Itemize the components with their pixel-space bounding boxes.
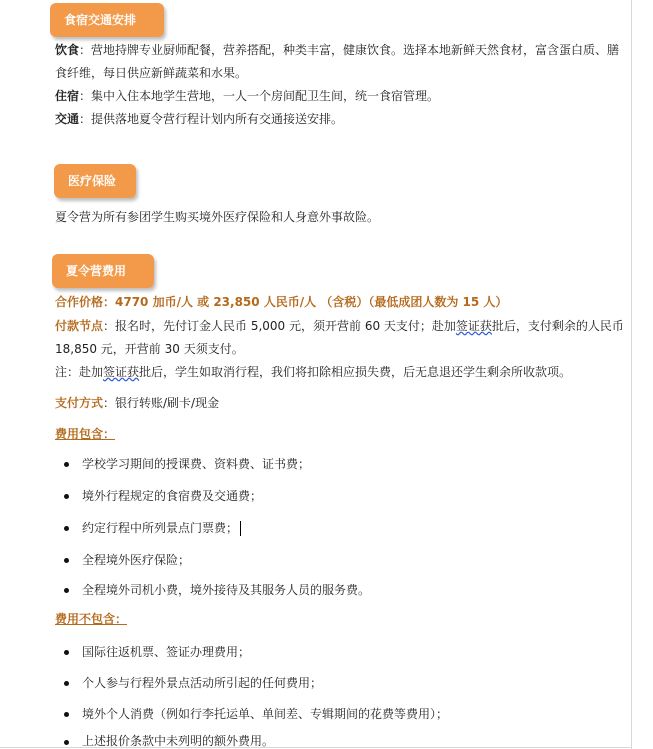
included-heading — [55, 426, 115, 442]
note-text-a: 注：赴加 — [55, 365, 104, 379]
included-item-text: 约定行程中所列景点门票费； — [82, 521, 239, 535]
food-paragraph-line2 — [55, 65, 247, 81]
stay-paragraph — [55, 88, 439, 104]
bullet-dot — [64, 588, 69, 593]
fees-heading: 夏令营费用 — [66, 264, 127, 278]
excluded-heading — [55, 611, 127, 627]
food-label: 饮食 — [55, 43, 80, 57]
method-text: ：银行转账/刷卡/现金 — [103, 396, 220, 410]
bullet-dot — [64, 526, 69, 531]
included-item-text: 全程境外医疗保险； — [82, 553, 191, 567]
excluded-item — [82, 733, 274, 749]
note-text-c: 批后，学生如取消行程，我们将扣除相应损失费，后无息退还学生剩余所收款项。 — [139, 365, 572, 379]
price-line — [55, 294, 507, 310]
included-item-text: 全程境外司机小费，境外接待及其服务人员的服务费。 — [82, 583, 371, 597]
excluded-item-text: 个人参与行程外景点活动所引起的任何费用； — [82, 676, 323, 690]
payment-text-1a: ：报名时，先付订金人民币 5,000 元，须开营前 60 天支付；赴加 — [103, 319, 456, 333]
stay-text: ：集中入住本地学生营地，一人一个房间配卫生间，统一食宿管理。 — [79, 89, 440, 103]
transport-label: 交通 — [55, 112, 80, 126]
included-item-text: 境外行程规定的食宿费及交通费； — [82, 489, 263, 503]
payment-label: 付款节点 — [55, 319, 104, 333]
insurance-heading: 医疗保险 — [68, 174, 117, 188]
insurance-text: 夏令营为所有参团学生购买境外医疗保险和人身意外事故险。 — [55, 210, 380, 224]
included-heading-text: 费用包含： — [55, 427, 116, 441]
excluded-item — [82, 706, 448, 722]
excluded-item — [82, 675, 322, 691]
bullet-dot — [64, 558, 69, 563]
text-cursor — [240, 521, 241, 536]
bullet-dot — [64, 740, 69, 745]
included-item — [82, 582, 370, 598]
payment-line2 — [55, 341, 244, 357]
excluded-heading-text: 费用不包含： — [55, 612, 128, 626]
excluded-item-text: 境外个人消费（例如行李托运单、单间差、专辑期间的花费等费用）； — [82, 707, 449, 721]
payment-text-2: 18,850 元，开营前 30 天须支付。 — [55, 342, 244, 356]
included-item — [82, 552, 190, 568]
included-item-text: 学校学习期间的授课费、资料费、证书费； — [82, 457, 311, 471]
payment-text-1b: 签证获 — [455, 319, 492, 333]
bullet-dot — [64, 712, 69, 717]
payment-line1 — [55, 318, 624, 334]
transport-text: ：提供落地夏令营行程计划内所有交通接送安排。 — [79, 112, 344, 126]
excluded-item-text: 上述报价条款中未列明的额外费用。 — [82, 734, 275, 748]
included-item — [82, 488, 262, 504]
method-label: 支付方式 — [55, 396, 104, 410]
included-item — [82, 456, 310, 472]
bullet-dot — [64, 650, 69, 655]
food-text-2: 食纤维，每日供应新鲜蔬菜和水果。 — [55, 66, 248, 80]
note-text-b: 签证获 — [103, 365, 140, 379]
lodging-heading: 食宿交通安排 — [64, 13, 137, 27]
excluded-item-text: 国际往返机票、签证办理费用； — [82, 645, 251, 659]
included-item — [82, 520, 241, 536]
note-line — [55, 364, 571, 380]
insurance-paragraph — [55, 209, 379, 225]
fees-heading-tag — [52, 254, 154, 288]
lodging-heading-tag — [50, 3, 164, 37]
bullet-dot — [64, 462, 69, 467]
bullet-dot — [64, 681, 69, 686]
stay-label: 住宿 — [55, 89, 80, 103]
insurance-heading-tag — [54, 164, 136, 198]
page-right-border — [631, 0, 632, 749]
transport-paragraph — [55, 111, 343, 127]
excluded-item — [82, 644, 250, 660]
payment-text-1c: 批后，支付剩余的人民币 — [491, 319, 624, 333]
price-text: 合作价格：4770 加币/人 或 23,850 人民币/人 （含税）（最低成团人数为 15 人） — [55, 295, 508, 309]
method-line — [55, 395, 219, 411]
food-paragraph-line1 — [55, 42, 619, 58]
food-text-1: ：营地持牌专业厨师配餐，营养搭配，种类丰富，健康饮食。选择本地新鲜天然食材，富含蛋白质、膳 — [79, 43, 620, 57]
bullet-dot — [64, 494, 69, 499]
